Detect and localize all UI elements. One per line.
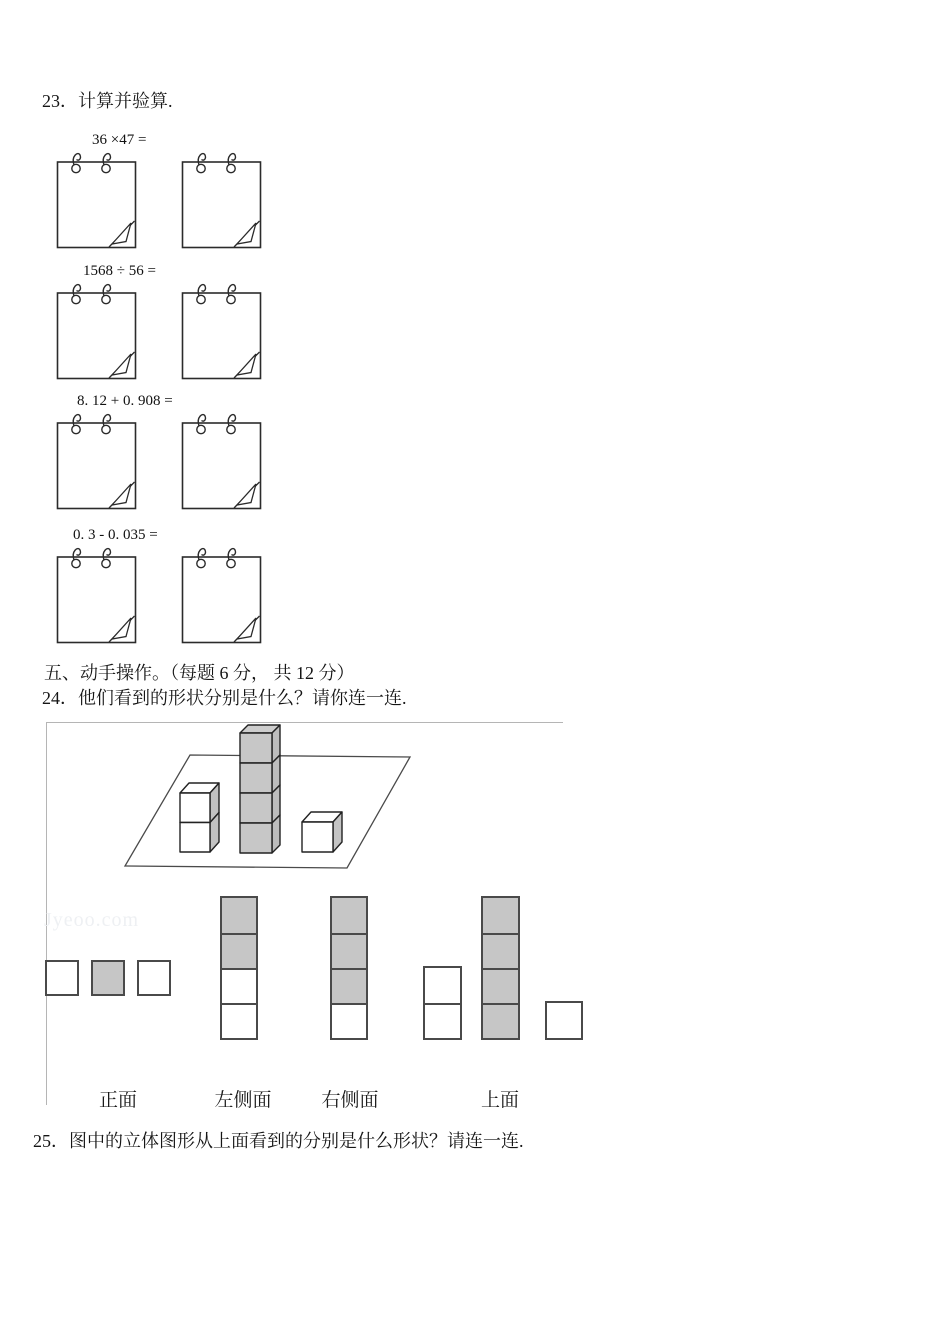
option-square-white [137,960,171,996]
notepad-icon [181,413,262,510]
option-square-gray [483,1003,518,1038]
middle-tower-4-cubes [240,725,280,853]
question-23-title: 23．计算并验算. [42,91,173,111]
option-square-gray [483,898,518,933]
option-square-gray [222,898,256,933]
option-shape-single-square [545,1001,583,1040]
right-single-cube [302,812,342,852]
option-square-white [222,1003,256,1038]
watermark: Jyeoo.com [44,909,140,931]
option-shape-column-a [220,896,258,1040]
option-shape-pair-column [423,966,462,1040]
option-square-gray [483,933,518,968]
label-left-side-view: 左侧面 [214,1090,272,1111]
option-square-white [425,1003,460,1038]
option-square-gray [91,960,125,996]
option-shape-tall-gray-column [481,896,520,1040]
option-square-white [332,1003,366,1038]
option-square-gray [332,933,366,968]
notepad-icon [56,152,137,249]
option-square-gray [222,933,256,968]
problem-expression: 36 ×47 = [92,132,147,148]
notepad-icon [56,283,137,380]
question-25-title: 25．图中的立体图形从上面看到的分别是什么形状？请连一连. [33,1131,524,1151]
question-24-title: 24．他们看到的形状分别是什么？请你连一连. [42,688,407,708]
label-right-side-view: 右侧面 [321,1090,379,1111]
label-top-view: 上面 [480,1090,519,1111]
notepad-icon [181,547,262,644]
left-stack-2-cubes [180,783,219,852]
option-square-white [45,960,79,996]
option-shape-column-b [330,896,368,1040]
option-square-white [222,968,256,1003]
notepad-icon [181,152,262,249]
problem-expression: 0. 3 - 0. 035 = [73,527,158,543]
section-5-heading: 五、动手操作。（每题 6 分， 共 12 分） [44,663,355,683]
option-square-white [425,968,460,1003]
option-square-gray [483,968,518,1003]
notepad-icon [56,547,137,644]
problem-expression: 1568 ÷ 56 = [83,263,156,279]
option-square-gray [332,898,366,933]
notepad-icon [181,283,262,380]
notepad-icon [56,413,137,510]
problem-expression: 8. 12 + 0. 908 = [77,393,173,409]
cube-scene-3d [80,713,435,875]
option-square-white [547,1003,581,1038]
option-square-gray [332,968,366,1003]
label-front-view: 正面 [98,1090,137,1111]
